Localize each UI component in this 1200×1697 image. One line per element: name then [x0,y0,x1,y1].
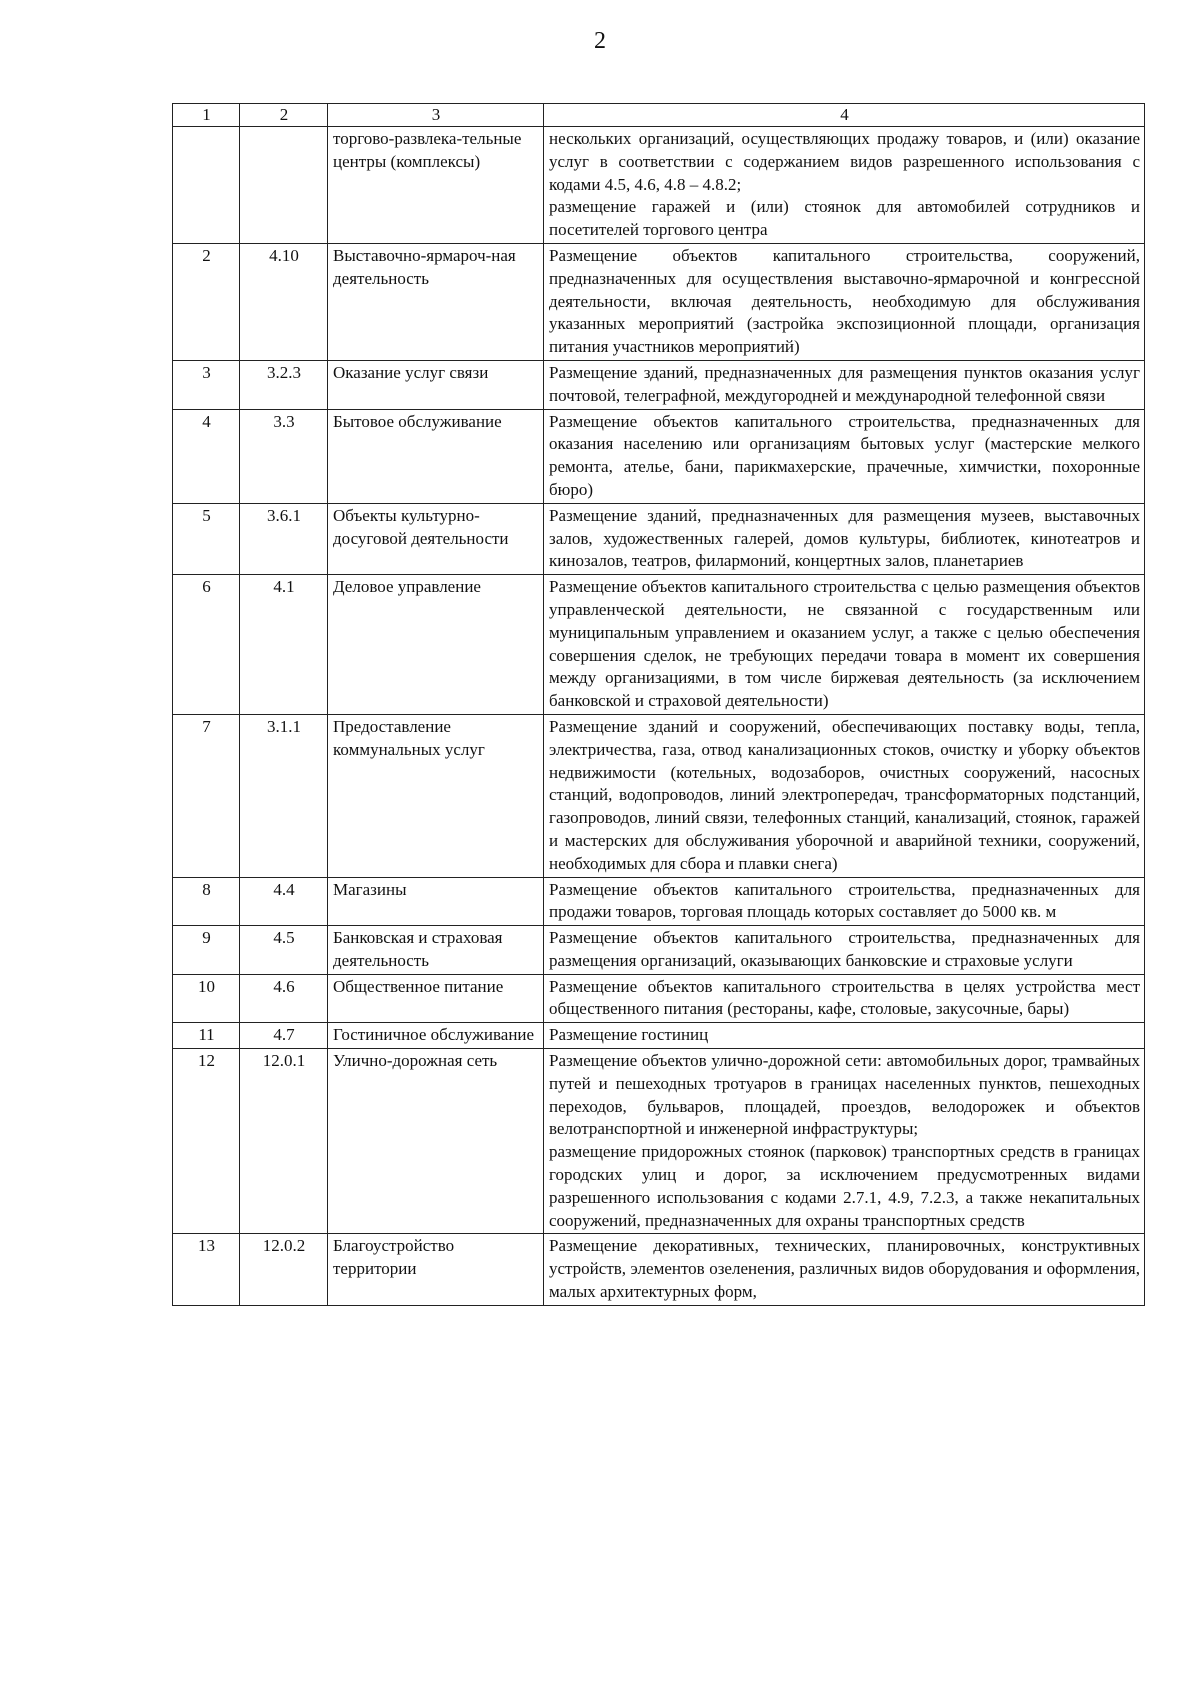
use-name: Общественное питание [328,974,544,1023]
land-use-table [172,103,1145,1306]
use-description [544,360,1145,409]
use-name: Бытовое обслуживание [328,409,544,503]
description-paragraph: размещение придорожных стоянок (парковок) транспортных средств в границах городских улиц и дорог, за исключением предусмотренных видами разрешенного использования с кодами 2.7.1, 4.9, 7.2.3, а также некапитальных сооружений, предназначенных для охраны транспортных средств [549,1142,1140,1230]
header-col-2: 2 [240,104,328,127]
table-row [173,1234,1145,1305]
use-code [240,127,328,244]
description-paragraph: Размещение объектов капитального строительства, предназначенных для размещения организаций, оказывающих банковские и страховые услуги [549,928,1140,970]
table-row [173,243,1145,360]
use-code: 12.0.1 [240,1049,328,1234]
row-number: 7 [173,714,240,877]
use-description [544,1234,1145,1305]
use-name: Объекты культурно-досуговой деятельности [328,503,544,574]
use-code: 4.1 [240,575,328,715]
use-description [544,1023,1145,1049]
use-name: Выставочно-ярмароч-ная деятельность [328,243,544,360]
use-name: Оказание услуг связи [328,360,544,409]
use-name: Банковская и страховая деятельность [328,926,544,975]
use-code: 4.4 [240,877,328,926]
table-row [173,127,1145,244]
row-number: 8 [173,877,240,926]
header-col-4: 4 [544,104,1145,127]
row-number [173,127,240,244]
row-number: 2 [173,243,240,360]
use-description [544,714,1145,877]
description-paragraph: Размещение объектов капитального строительства, предназначенных для продажи товаров, торговая площадь которых составляет до 5000 кв. м [549,879,1140,922]
description-paragraph: Размещение декоративных, технических, планировочных, конструктивных устройств, элементов озеленения, различных видов оборудования и оформления, малых архитектурных форм, [549,1236,1140,1302]
use-description [544,575,1145,715]
use-description [544,1049,1145,1234]
table-row [173,1049,1145,1234]
description-paragraph: Размещение гостиниц [549,1025,709,1045]
use-description [544,974,1145,1023]
use-code: 3.6.1 [240,503,328,574]
table-row [173,1023,1145,1049]
use-description [544,127,1145,244]
row-number: 4 [173,409,240,503]
use-code: 4.7 [240,1023,328,1049]
page-number: 2 [594,28,606,54]
table-row [173,974,1145,1023]
row-number: 5 [173,503,240,574]
row-number: 6 [173,575,240,715]
description-paragraph: Размещение объектов улично-дорожной сети: автомобильных дорог, трамвайных путей и пешеходных тротуаров в границах населенных пунктов, пешеходных переходов, бульваров, площадей, проездов, велодорожек и объектов велотранспортной и инженерной инфраструктуры; [549,1051,1140,1139]
description-paragraph: размещение гаражей и (или) стоянок для автомобилей сотрудников и посетителей торгового центра [549,197,1140,240]
use-code: 4.6 [240,974,328,1023]
row-number: 10 [173,974,240,1023]
table-row [173,714,1145,877]
description-paragraph: Размещение объектов капитального строительства, сооружений, предназначенных для осуществления выставочно-ярмарочной и конгрессной деятельности, включая деятельность, необходимую для обслуживания указанных мероприятий (застройка экспозиционной площади, организация питания участников мероприятий) [549,245,1140,357]
description-paragraph: Размещение зданий, предназначенных для размещения пунктов оказания услуг почтовой, телеграфной, междугородней и международной телефонной связи [549,362,1140,405]
use-description [544,503,1145,574]
table-row [173,926,1145,975]
table-row [173,503,1145,574]
use-name: Предоставление коммунальных услуг [328,714,544,877]
use-code: 4.10 [240,243,328,360]
row-number: 11 [173,1023,240,1049]
table-header-row [173,104,1145,127]
use-description [544,877,1145,926]
header-col-1: 1 [173,104,240,127]
row-number: 13 [173,1234,240,1305]
use-code: 3.1.1 [240,714,328,877]
table-row [173,877,1145,926]
use-description [544,409,1145,503]
row-number: 12 [173,1049,240,1234]
row-number: 3 [173,360,240,409]
header-col-3: 3 [328,104,544,127]
use-code: 4.5 [240,926,328,975]
description-paragraph: Размещение объектов капитального строительства в целях устройства мест общественного питания (рестораны, кафе, столовые, закусочные, бары) [549,976,1140,1019]
description-paragraph: нескольких организаций, осуществляющих продажу товаров, и (или) оказание услуг в соответствии с содержанием видов разрешенного использования с кодами 4.5, 4.6, 4.8 – 4.8.2; [549,129,1140,194]
use-code: 3.3 [240,409,328,503]
use-name: Улично-дорожная сеть [328,1049,544,1234]
row-number: 9 [173,926,240,975]
use-name: Благоустройство территории [328,1234,544,1305]
use-name: Деловое управление [328,575,544,715]
use-name: Магазины [328,877,544,926]
use-name: Гостиничное обслуживание [328,1023,544,1049]
table-row [173,575,1145,715]
description-paragraph: Размещение зданий и сооружений, обеспечивающих поставку воды, тепла, электричества, газа, отвод канализационных стоков, очистку и уборку объектов недвижимости (котельных, водозаборов, очистных сооружений, насосных станций, водопроводов, линий электропередач, трансформаторных подстанций, газопроводов, линий связи, телефонных станций, канализаций, стоянок, гаражей и мастерских для обслуживания уборочной и аварийной техники, сооружений, необходимых для сбора и плавки снега) [549,716,1140,873]
description-paragraph: Размещение объектов капитального строительства с целью размещения объектов управленческой деятельности, не связанной с государственным или муниципальным управлением и оказанием услуг, а также с целью обеспечения совершения сделок, не требующих передачи товара в момент их совершения между организациями, в том числе биржевая деятельность (за исключением банковской и страховой деятельности) [549,577,1140,711]
table-row [173,409,1145,503]
description-paragraph: Размещение зданий, предназначенных для размещения музеев, выставочных залов, художественных галерей, домов культуры, библиотек, кинотеатров и кинозалов, театров, филармоний, концертных залов, планетариев [549,505,1140,571]
use-code: 3.2.3 [240,360,328,409]
table-row [173,360,1145,409]
use-description [544,243,1145,360]
use-description [544,926,1145,975]
use-code: 12.0.2 [240,1234,328,1305]
use-name: торгово-развлека-тельные центры (комплексы) [328,127,544,244]
description-paragraph: Размещение объектов капитального строительства, предназначенных для оказания населению или организациям бытовых услуг (мастерские мелкого ремонта, ателье, бани, парикмахерские, прачечные, химчистки, похоронные бюро) [549,411,1140,499]
